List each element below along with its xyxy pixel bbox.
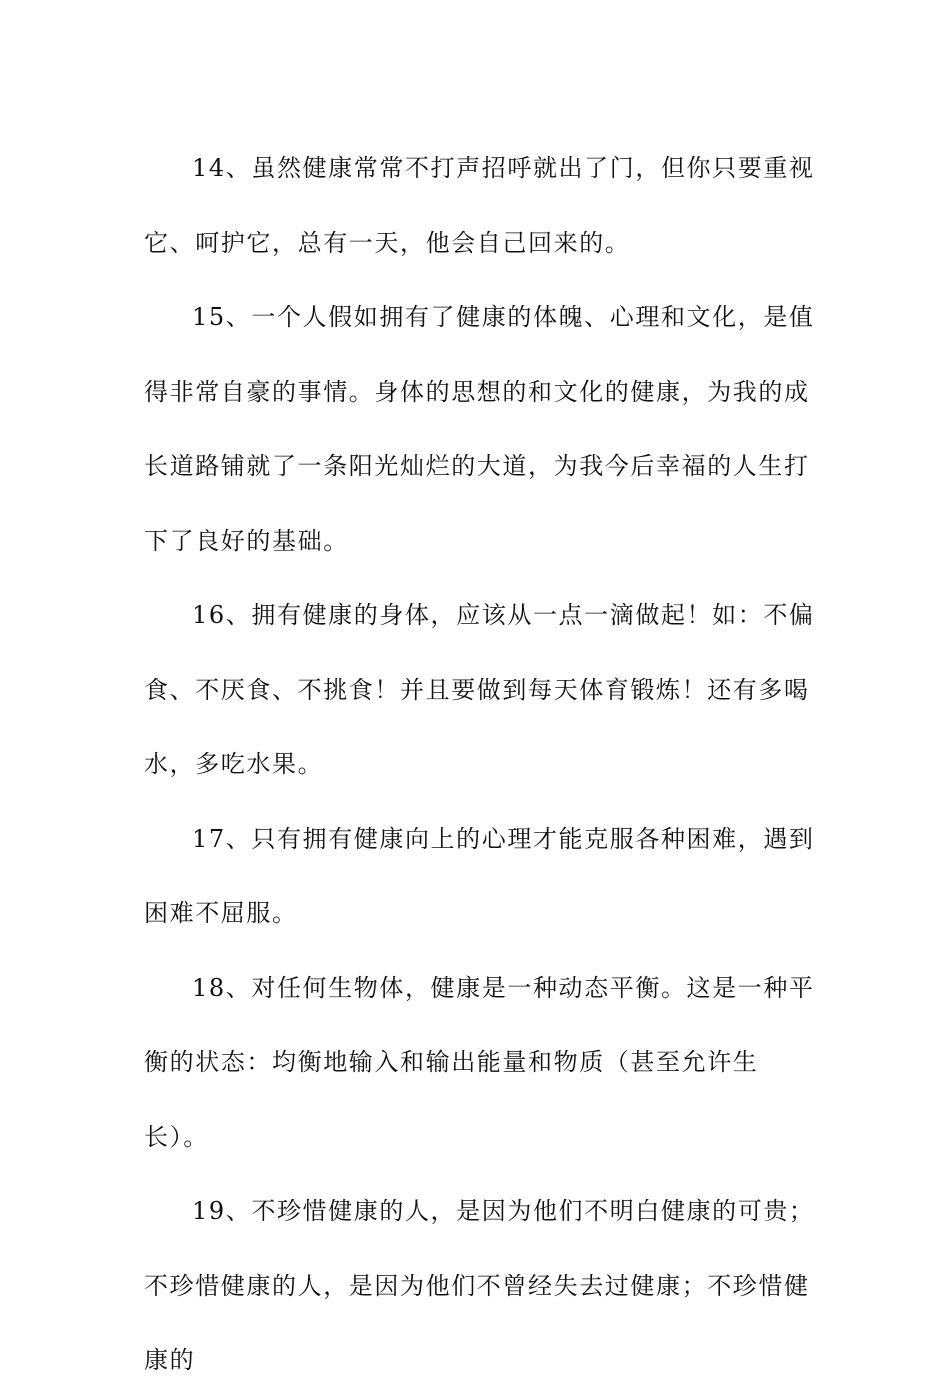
paragraph-19: 19、不珍惜健康的人，是因为他们不明白健康的可贵；不珍惜健康的人，是因为他们不曾经失去过健康；不珍惜健康的 xyxy=(144,1197,815,1374)
paragraph-17: 17、只有拥有健康向上的心理才能克服各种困难，遇到困难不屈服。 xyxy=(144,824,815,927)
paragraph-18: 18、对任何生物体，健康是一种动态平衡。这是一种平衡的状态：均衡地输入和输出能量和物质（甚至允许生长）。 xyxy=(144,973,815,1151)
paragraph-16: 16、拥有健康的身体，应该从一点一滴做起！如：不偏食、不厌食、不挑食！并且要做到每天体育锻炼！还有多喝水，多吃水果。 xyxy=(144,601,815,778)
paragraph-14: 14、虽然健康常常不打声招呼就出了门，但你只要重视它、呵护它，总有一天，他会自己回来的。 xyxy=(144,154,815,257)
paragraph-15: 15、一个人假如拥有了健康的体魄、心理和文化，是值得非常自豪的事情。身体的思想的和文化的健康，为我的成长道路铺就了一条阳光灿烂的大道，为我今后幸福的人生打下了良好的基础。 xyxy=(144,303,815,555)
document-body xyxy=(144,131,820,1398)
